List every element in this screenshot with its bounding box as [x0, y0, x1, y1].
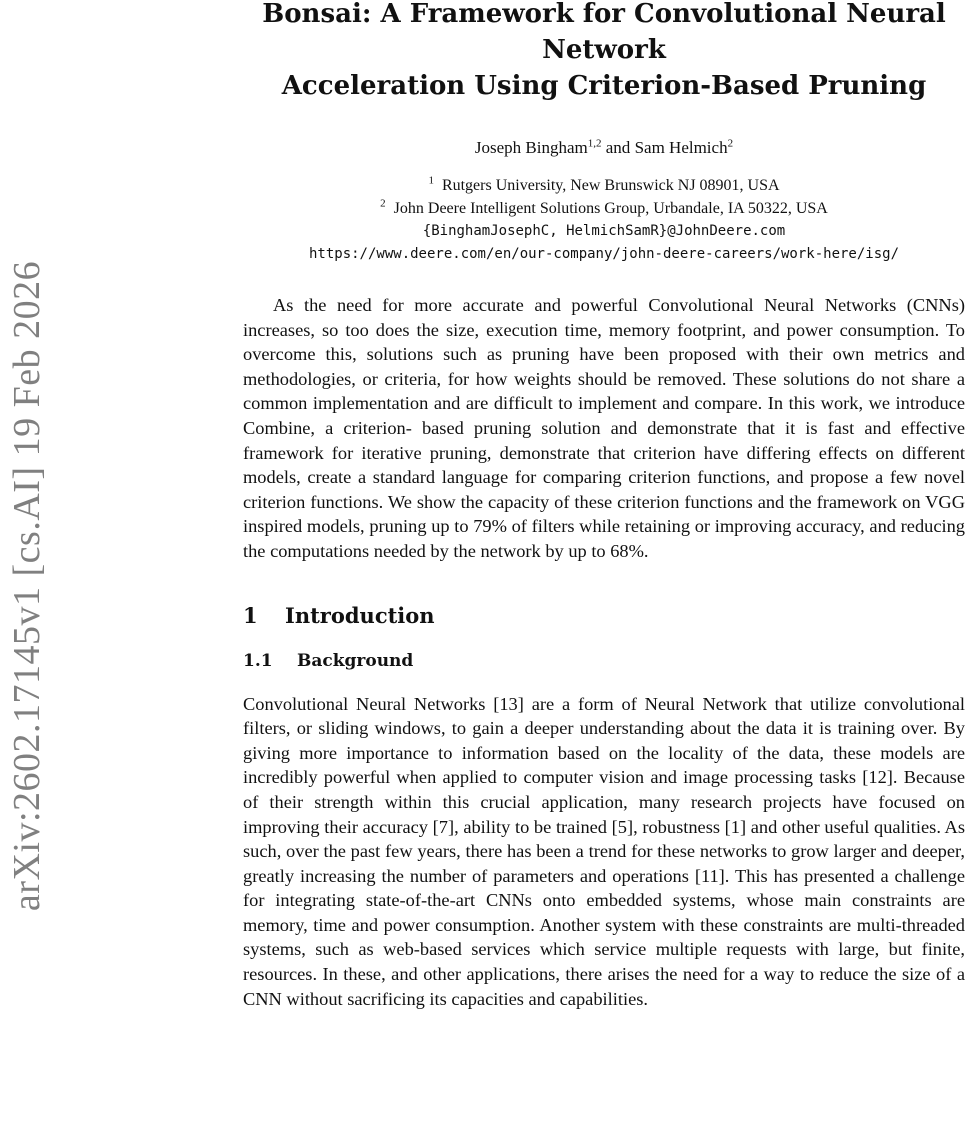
affiliation-2-text: John Deere Intelligent Solutions Group, Urbandale, IA 50322, USA: [393, 200, 828, 217]
author-name-2: Sam Helmich: [634, 138, 728, 157]
section-heading-introduction: [243, 601, 965, 631]
section-number: 1: [243, 602, 258, 628]
affiliations-block: [243, 174, 965, 266]
author-list: [243, 136, 965, 160]
affiliation-2: [243, 197, 965, 220]
abstract-paragraph: As the need for more accurate and powerful Convolutional Neural Networks (CNNs) increases, so too does the size, execution time, memory footprint, and power consumption. To overcome this, solutions such as pruning have been proposed with their own metrics and methodologies, or criteria, for how weights should be removed. These solutions do not share a common implementation and are difficult to implement and compare. In this work, we introduce Combine, a criterion- based pruning solution and demonstrate that it is fast and effective framework for iterative pruning, demonstrate that criterion have differing effects on different models, create a standard language for comparing criterion functions, and propose a few novel criterion functions. We show the capacity of these criterion functions and the framework on VGG inspired models, pruning up to 79% of filters while retaining or improving accuracy, and reducing the computations needed by the network by up to 68%.: [243, 295, 965, 561]
affiliation-1-mark: 1: [428, 174, 434, 187]
title-line-3: Acceleration Using Criterion-Based Pruning: [281, 71, 927, 101]
affiliation-1-text: Rutgers University, New Brunswick NJ 08901, USA: [441, 177, 780, 194]
author-name-1: Joseph Bingham: [474, 138, 588, 157]
affiliation-1: [243, 174, 965, 197]
subsection-heading-background: [243, 649, 965, 673]
paper-title: [243, 0, 965, 104]
author-emails: {BinghamJosephC, HelmichSamR}@JohnDeere.com: [422, 223, 786, 239]
affiliation-url-link[interactable]: https://www.deere.com/en/our-company/john-deere-careers/work-here/isg/: [308, 246, 899, 262]
affiliation-2-mark: 2: [380, 197, 386, 210]
author-1-affil-mark: 1,2: [587, 137, 602, 150]
author-2-affil-mark: 2: [727, 137, 734, 150]
title-line-2: Network: [542, 35, 666, 65]
arxiv-id-label: arXiv:2602.17145v1 [cs.AI] 19 Feb 2026: [6, 260, 48, 912]
subsection-number: 1.1: [243, 650, 273, 671]
section-title: Introduction: [285, 602, 435, 628]
title-line-1: Bonsai: A Framework for Convolutional Neural: [262, 0, 946, 29]
paper-page: [243, 0, 965, 1011]
background-paragraph: Convolutional Neural Networks [13] are a form of Neural Network that utilize convolutional filters, or sliding windows, to gain a deeper understanding about the data it is training over. By giving more importance to information based on the locality of the data, these models are incredibly powerful when applied to computer vision and image processing tasks [12]. Because of their strength within this crucial application, many research projects have focused on improving their accuracy [7], ability to be trained [5], robustness [1] and other useful qualities. As such, over the past few years, there has been a trend for these networks to grow larger and deeper, greatly increasing the number of parameters and operations [11]. This has presented a challenge for integrating state-of-the-art CNNs onto embedded systems, whose main constraints are memory, time and power consumption. Another system with these constraints are multi-threaded systems, such as web-based services which service multiple requests with large, but finite, resources. In these, and other applications, there arises the need for a way to reduce the size of a CNN without sacrificing its capacities and capabilities.: [243, 693, 965, 1009]
subsection-title: Background: [297, 650, 414, 671]
author-conjunction: and: [601, 138, 635, 157]
arxiv-sidebar-stamp: [0, 0, 54, 1145]
